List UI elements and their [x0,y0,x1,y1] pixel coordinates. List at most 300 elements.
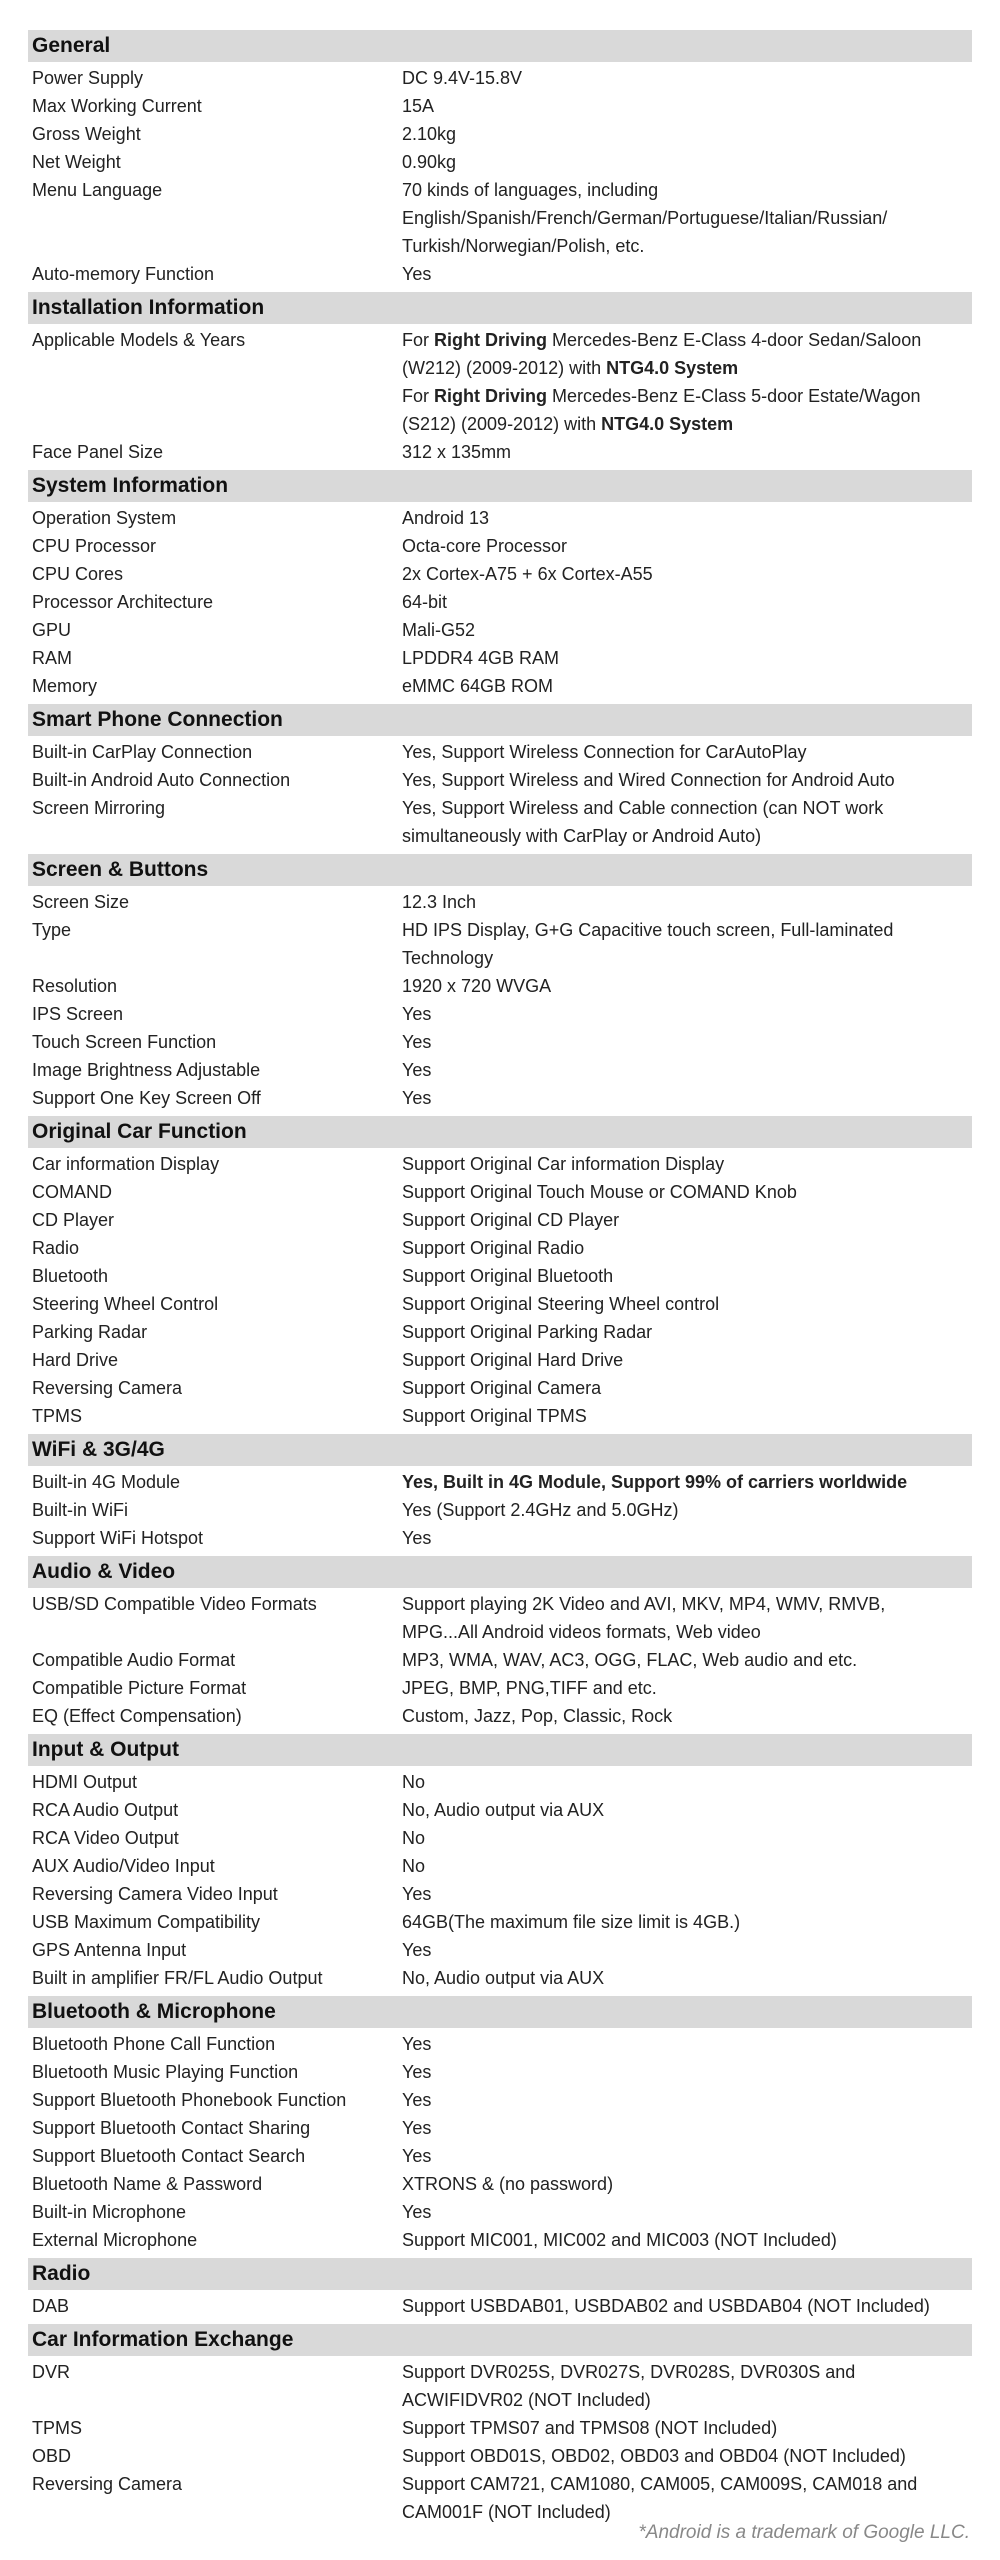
spec-value-line [402,1028,962,1056]
section-installation-information [28,292,972,466]
spec-value [402,672,972,700]
spec-row [28,1056,972,1084]
spec-label: Gross Weight [32,124,141,144]
spec-value-text: Support Original TPMS [402,1406,587,1426]
spec-value-line [402,2030,962,2058]
spec-value-text: Support Original Camera [402,1378,602,1398]
spec-value [402,1702,972,1730]
spec-row [28,1374,972,1402]
spec-value [402,1646,972,1674]
spec-label: Support Bluetooth Phonebook Function [32,2090,347,2110]
spec-value-text: Octa-core Processor [402,536,568,556]
spec-value [402,1346,972,1374]
spec-label: HDMI Output [32,1772,138,1792]
spec-value-text: Support Original Hard Drive [402,1350,624,1370]
spec-row [28,916,972,972]
spec-label: Built-in WiFi [32,1500,129,1520]
spec-value-line [402,1646,962,1674]
spec-row [28,972,972,1000]
spec-value [402,2470,972,2526]
spec-value [402,1056,972,1084]
spec-value [402,326,972,438]
spec-value [402,2142,972,2170]
spec-value-text: DC 9.4V-15.8V [402,68,523,88]
spec-value-text: No, Audio output via AUX [402,1968,605,1988]
spec-value-line [402,532,962,560]
spec-value-line [402,616,962,644]
spec-value-text: Yes [402,2146,432,2166]
spec-value-text: Support Original Parking Radar [402,1322,653,1342]
section-heading: Radio [28,2258,972,2290]
spec-value-line [402,1768,962,1796]
spec-value-text: XTRONS & (no password) [402,2174,614,2194]
spec-value-line [402,148,962,176]
spec-value-line [402,2442,962,2470]
spec-row [28,260,972,288]
spec-value-text: Yes [402,1032,432,1052]
spec-value-text: HD IPS Display, G+G Capacitive touch screen, Full-laminated Technology [402,920,894,968]
spec-label: Type [32,920,72,940]
spec-value [402,916,972,972]
spec-value-text: Mercedes-Benz E-Class 4-door Sedan/Saloon (W212) (2009-2012) with [402,330,922,378]
spec-row [28,92,972,120]
spec-row [28,532,972,560]
spec-value-text: Support DVR025S, DVR027S, DVR028S, DVR030S and ACWIFIDVR02 (NOT Included) [402,2362,856,2410]
spec-value-text: Yes [402,2202,432,2222]
spec-value-text: No, Audio output via AUX [402,1800,605,1820]
spec-value-line [402,1056,962,1084]
spec-row [28,2198,972,2226]
spec-row [28,2358,972,2414]
spec-value-line [402,1290,962,1318]
spec-value-text: JPEG, BMP, PNG,TIFF and etc. [402,1678,657,1698]
spec-row [28,1702,972,1730]
section-wifi-3g-4g [28,1434,972,1552]
spec-value-line [402,972,962,1000]
section-heading: Bluetooth & Microphone [28,1996,972,2028]
spec-value [402,1374,972,1402]
spec-row [28,504,972,532]
spec-value-line [402,2292,962,2320]
spec-value [402,588,972,616]
spec-row [28,888,972,916]
spec-value-text: Yes [402,1940,432,1960]
spec-label: Support Bluetooth Contact Sharing [32,2118,311,2138]
spec-value-line [402,504,962,532]
spec-value-text: 2.10kg [402,124,457,144]
spec-label: RCA Audio Output [32,1800,179,1820]
spec-label: Compatible Picture Format [32,1678,247,1698]
spec-row [28,2058,972,2086]
spec-value [402,532,972,560]
spec-value [402,1964,972,1992]
spec-value-text: Mali-G52 [402,620,476,640]
spec-value-text: Yes, Support Wireless Connection for CarAutoPlay [402,742,807,762]
spec-value-text: Support CAM721, CAM1080, CAM005, CAM009S, CAM018 and CAM001F (NOT Included) [402,2474,918,2522]
spec-label: RCA Video Output [32,1828,179,1848]
spec-value-line [402,1796,962,1824]
spec-label: Auto-memory Function [32,264,215,284]
spec-label: Reversing Camera Video Input [32,1884,278,1904]
spec-row [28,1290,972,1318]
spec-value-line [402,766,962,794]
spec-value-text: Yes, Support Wireless and Cable connection (can NOT work simultaneously with CarPlay or Android Auto) [402,798,884,846]
spec-value [402,1402,972,1430]
spec-value-text: Support OBD01S, OBD02, OBD03 and OBD04 (NOT Included) [402,2446,906,2466]
spec-value [402,560,972,588]
section-radio [28,2258,972,2320]
spec-row [28,1964,972,1992]
section-heading: Screen & Buttons [28,854,972,886]
spec-row [28,326,972,438]
spec-value-line [402,1262,962,1290]
spec-value [402,148,972,176]
spec-label: USB/SD Compatible Video Formats [32,1594,317,1614]
spec-label: Bluetooth [32,1266,109,1286]
spec-value-line [402,644,962,672]
spec-value-text: 1920 x 720 WVGA [402,976,552,996]
spec-label: Menu Language [32,180,163,200]
spec-value-line [402,1402,962,1430]
spec-value-text: eMMC 64GB ROM [402,676,554,696]
spec-value-text: Custom, Jazz, Pop, Classic, Rock [402,1706,673,1726]
spec-value-line [402,2058,962,2086]
spec-row [28,1796,972,1824]
spec-value [402,1824,972,1852]
spec-value-line [402,1674,962,1702]
spec-label: Screen Size [32,892,130,912]
spec-label: CPU Cores [32,564,124,584]
spec-value-line [402,888,962,916]
spec-label: Built-in CarPlay Connection [32,742,253,762]
spec-label: Parking Radar [32,1322,148,1342]
spec-value [402,644,972,672]
spec-value [402,1768,972,1796]
spec-value [402,1936,972,1964]
spec-row [28,766,972,794]
spec-row [28,2292,972,2320]
spec-label: CPU Processor [32,536,157,556]
spec-label: Support Bluetooth Contact Search [32,2146,306,2166]
spec-label: Bluetooth Music Playing Function [32,2062,299,2082]
spec-row [28,1178,972,1206]
spec-value-line [402,2114,962,2142]
spec-row [28,64,972,92]
spec-value [402,2086,972,2114]
spec-value-line [402,326,962,382]
spec-row [28,2226,972,2254]
spec-value-bold: Yes, Built in 4G Module, Support 99% of carriers worldwide [402,1472,908,1492]
spec-value-text: Yes [402,2062,432,2082]
spec-value-text: Support Original Radio [402,1238,585,1258]
spec-value-line [402,1880,962,1908]
trademark-note: *Android is a trademark of Google LLC. [638,2522,970,2543]
spec-row [28,1234,972,1262]
spec-value [402,2114,972,2142]
spec-value-text: Yes [402,1088,432,1108]
spec-label: Radio [32,1238,80,1258]
spec-value-line [402,1496,962,1524]
section-car-information-exchange [28,2324,972,2526]
spec-value-line [402,916,962,972]
spec-label: Operation System [32,508,177,528]
spec-table [28,30,972,2530]
spec-row [28,2114,972,2142]
spec-row [28,2414,972,2442]
spec-value [402,438,972,466]
spec-label: USB Maximum Compatibility [32,1912,261,1932]
spec-value [402,1852,972,1880]
spec-value-line [402,1702,962,1730]
section-heading: Installation Information [28,292,972,324]
spec-label: Hard Drive [32,1350,119,1370]
spec-value [402,2358,972,2414]
spec-label: Built-in Android Auto Connection [32,770,291,790]
spec-value-bold: Right Driving [434,330,548,350]
spec-value-text: Support Original Steering Wheel control [402,1294,720,1314]
spec-value-line [402,2226,962,2254]
spec-label: GPS Antenna Input [32,1940,187,1960]
spec-row [28,1496,972,1524]
spec-row [28,2086,972,2114]
spec-value-line [402,2086,962,2114]
spec-value [402,1262,972,1290]
spec-value-line [402,1824,962,1852]
spec-value-text: For [402,330,435,350]
section-input-output [28,1734,972,1992]
spec-row [28,1402,972,1430]
spec-label: Steering Wheel Control [32,1294,219,1314]
spec-value-line [402,1178,962,1206]
spec-value-text: Support Original Touch Mouse or COMAND Knob [402,1182,797,1202]
spec-row [28,1852,972,1880]
spec-value-text: For [402,386,435,406]
spec-value [402,64,972,92]
spec-row [28,2470,972,2526]
spec-row [28,1768,972,1796]
spec-value-text: Mercedes-Benz E-Class 5-door Estate/Wagon (S212) (2009-2012) with [402,386,921,434]
spec-value-text: Support playing 2K Video and AVI, MKV, MP4, WMV, RMVB, MPG...All Android videos formats, Web video [402,1594,886,1642]
spec-value [402,2198,972,2226]
spec-value [402,1150,972,1178]
spec-value-line [402,92,962,120]
spec-value-text: 64-bit [402,592,448,612]
spec-row [28,738,972,766]
spec-row [28,1674,972,1702]
spec-row [28,2442,972,2470]
spec-label: IPS Screen [32,1004,124,1024]
spec-value-text: 70 kinds of languages, including English/Spanish/French/German/Portuguese/Italian/Russian/ Turkish/Norwegian/Polish, etc. [402,180,888,256]
spec-value-line [402,1084,962,1112]
spec-value-text: Yes [402,2090,432,2110]
spec-value-text: 0.90kg [402,152,457,172]
spec-value-line [402,1318,962,1346]
section-bluetooth-microphone [28,1996,972,2254]
spec-value-line [402,438,962,466]
spec-label: Max Working Current [32,96,202,116]
spec-value-text: Support Original CD Player [402,1210,620,1230]
spec-value [402,120,972,148]
spec-row [28,1936,972,1964]
spec-value-line [402,382,962,438]
spec-value-text: Yes [402,264,432,284]
spec-row [28,1084,972,1112]
spec-label: Face Panel Size [32,442,164,462]
spec-row [28,588,972,616]
spec-value-line [402,2470,962,2526]
spec-value [402,1590,972,1646]
spec-label: AUX Audio/Video Input [32,1856,215,1876]
spec-row [28,1262,972,1290]
spec-row [28,176,972,260]
spec-value [402,176,972,260]
section-heading: WiFi & 3G/4G [28,1434,972,1466]
spec-value-text: Support TPMS07 and TPMS08 (NOT Included) [402,2418,778,2438]
spec-value-line [402,2198,962,2226]
spec-value-line [402,588,962,616]
spec-value-text: LPDDR4 4GB RAM [402,648,560,668]
spec-row [28,1150,972,1178]
spec-value [402,92,972,120]
spec-value [402,2442,972,2470]
spec-value [402,1880,972,1908]
spec-value-text: Support Original Bluetooth [402,1266,614,1286]
section-heading: Smart Phone Connection [28,704,972,736]
spec-row [28,672,972,700]
spec-value [402,2170,972,2198]
spec-value [402,1206,972,1234]
spec-row [28,1346,972,1374]
spec-label: Processor Architecture [32,592,214,612]
spec-value-line [402,2170,962,2198]
spec-value [402,738,972,766]
spec-row [28,2030,972,2058]
spec-value-text: 15A [402,96,435,116]
spec-value [402,2292,972,2320]
spec-value [402,2414,972,2442]
spec-value [402,1318,972,1346]
spec-value-text: No [402,1828,426,1848]
spec-label: Built-in 4G Module [32,1472,181,1492]
spec-label: TPMS [32,2418,83,2438]
spec-label: RAM [32,648,72,668]
spec-row [28,1590,972,1646]
spec-value [402,1178,972,1206]
spec-value-bold: Right Driving [434,386,548,406]
spec-label: Touch Screen Function [32,1032,217,1052]
spec-value-text: 12.3 Inch [402,892,477,912]
spec-label: Reversing Camera [32,1378,183,1398]
spec-row [28,1206,972,1234]
spec-label: Net Weight [32,152,121,172]
spec-row [28,1646,972,1674]
spec-row [28,794,972,850]
section-screen-buttons [28,854,972,1112]
spec-value-text: Yes (Support 2.4GHz and 5.0GHz) [402,1500,679,1520]
spec-row [28,1468,972,1496]
spec-value-text: 64GB(The maximum file size limit is 4GB.) [402,1912,741,1932]
spec-row [28,1908,972,1936]
spec-value-line [402,1908,962,1936]
spec-value [402,1000,972,1028]
spec-row [28,2170,972,2198]
spec-value [402,2030,972,2058]
spec-value-text: Yes, Support Wireless and Wired Connection for Android Auto [402,770,895,790]
spec-value-line [402,738,962,766]
spec-value [402,1028,972,1056]
spec-label: Bluetooth Name & Password [32,2174,263,2194]
spec-value-text: Support Original Car information Display [402,1154,725,1174]
section-original-car-function [28,1116,972,1430]
spec-value-text: 312 x 135mm [402,442,512,462]
spec-value-line [402,1000,962,1028]
spec-label: DAB [32,2296,70,2316]
spec-value-line [402,260,962,288]
spec-value-line [402,672,962,700]
spec-value [402,972,972,1000]
spec-value-line [402,2414,962,2442]
spec-value-line [402,2142,962,2170]
spec-value-text: Yes [402,2034,432,2054]
spec-value [402,888,972,916]
spec-value-line [402,2358,962,2414]
spec-value-text: MP3, WMA, WAV, AC3, OGG, FLAC, Web audio and etc. [402,1650,858,1670]
spec-label: Resolution [32,976,118,996]
section-heading: Input & Output [28,1734,972,1766]
spec-value [402,1908,972,1936]
spec-value [402,2226,972,2254]
spec-value-line [402,1346,962,1374]
spec-value [402,1290,972,1318]
spec-value-text: No [402,1772,426,1792]
spec-value [402,1496,972,1524]
spec-value-text: Yes [402,2118,432,2138]
spec-row [28,438,972,466]
spec-value-line [402,1852,962,1880]
spec-value-text: Support MIC001, MIC002 and MIC003 (NOT Included) [402,2230,837,2250]
spec-value-text: Yes [402,1884,432,1904]
spec-value [402,260,972,288]
section-system-information [28,470,972,700]
spec-value-line [402,1590,962,1646]
section-heading: General [28,30,972,62]
spec-label: Support One Key Screen Off [32,1088,261,1108]
spec-label: Built-in Microphone [32,2202,187,2222]
spec-value-line [402,1936,962,1964]
spec-value-text: No [402,1856,426,1876]
spec-row [28,1824,972,1852]
spec-value-line [402,794,962,850]
spec-value-line [402,1468,962,1496]
spec-row [28,616,972,644]
spec-value [402,1468,972,1496]
spec-value [402,794,972,850]
spec-value-line [402,176,962,260]
spec-value-text: Support USBDAB01, USBDAB02 and USBDAB04 (NOT Included) [402,2296,930,2316]
spec-value-line [402,1964,962,1992]
spec-label: Bluetooth Phone Call Function [32,2034,276,2054]
spec-label: CD Player [32,1210,115,1230]
spec-value-text: Yes [402,1528,432,1548]
spec-row [28,644,972,672]
spec-value [402,2058,972,2086]
section-general [28,30,972,288]
section-audio-video [28,1556,972,1730]
spec-label: External Microphone [32,2230,198,2250]
spec-label: COMAND [32,1182,112,1202]
spec-label: Image Brightness Adjustable [32,1060,261,1080]
spec-label: TPMS [32,1406,83,1426]
